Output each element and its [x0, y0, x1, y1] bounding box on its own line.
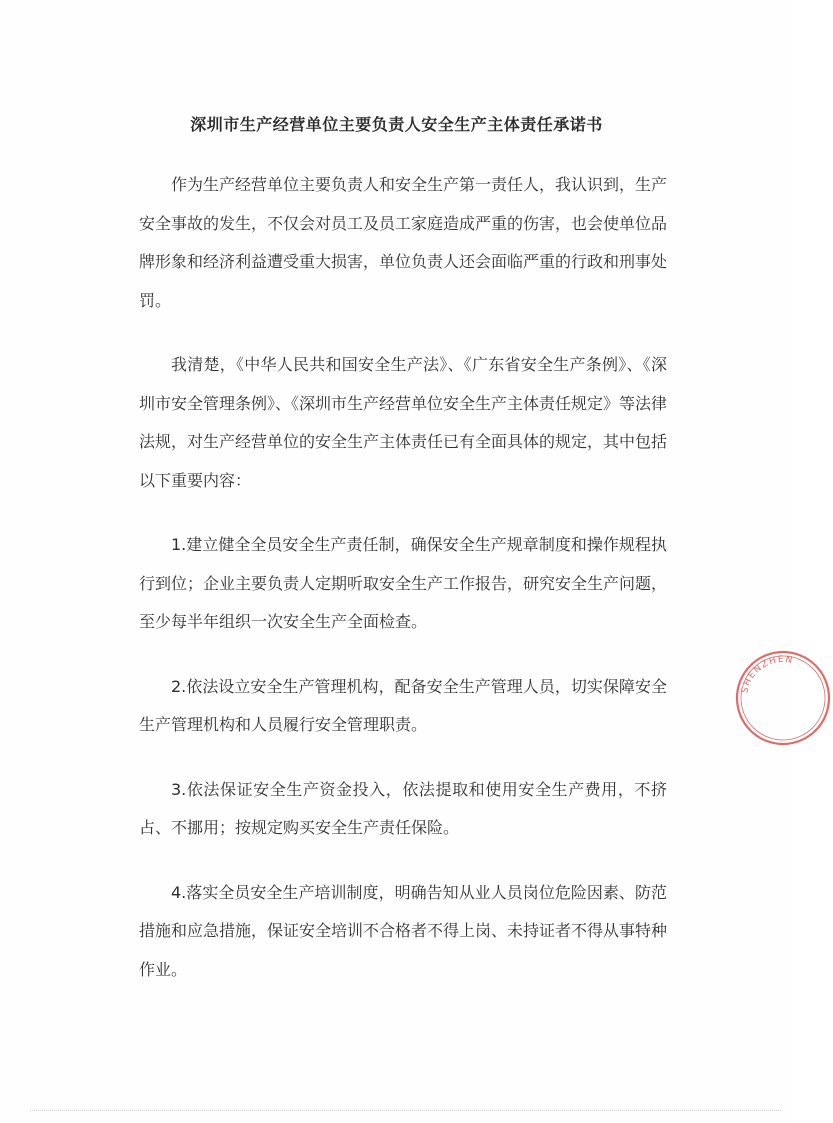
paragraph-item-3: 3.依法保证安全生产资金投入，依法提取和使用安全生产费用，不挤占、不挪用；按规定购买安全生产责任保险。: [139, 779, 667, 837]
document-body: [139, 166, 667, 1015]
paragraph-item-4: 4.落实全员安全生产培训制度，明确告知从业人员岗位危险因素、防范措施和应急措施，保证安全培训不合格者不得上岗、未持证者不得从事特种作业。: [139, 882, 668, 979]
page-bottom-border: [30, 1110, 781, 1111]
paragraph-item-2: 2.依法设立安全生产管理机构，配备安全生产管理人员，切实保障安全生产管理机构和人员履行安全管理职责。: [139, 676, 667, 734]
paragraph-item-1: 1.建立健全全员安全生产责任制，确保安全生产规章制度和操作规程执行到位；企业主要负责人定期听取安全生产工作报告，研究安全生产问题，至少每半年组织一次安全生产全面检查。: [139, 535, 668, 631]
paragraph-laws: 我清楚，《中华人民共和国安全生产法》、《广东省安全生产条例》、《深圳市安全管理条例》、《深圳市生产经营单位安全生产主体责任规定》等法律法规，对生产经营单位的安全生产主体责任已有全面具体的规定，其中包括以下重要内容：: [139, 355, 668, 490]
svg-text:SHENZHEN: [740, 655, 794, 694]
paragraph-intro: 作为生产经营单位主要负责人和安全生产第一责任人，我认识到，生产安全事故的发生，不仅会对员工及员工家庭造成严重的伤害，也会使单位品牌形象和经济利益遭受重大损害，单位负责人还会面临严重的行政和刑事处罚。: [139, 175, 668, 310]
document-title: 深圳市生产经营单位主要负责人安全生产主体责任承诺书: [190, 115, 603, 134]
seal-text: SHENZHEN: [740, 654, 795, 695]
seal-stamp: [733, 648, 833, 748]
